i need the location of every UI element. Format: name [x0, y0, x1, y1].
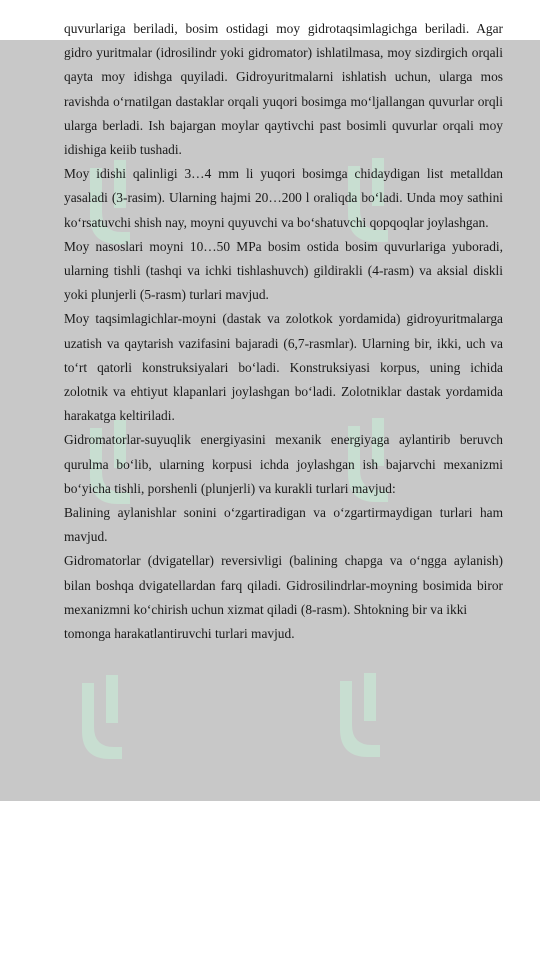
- paragraph: Moy nasoslari moyni 10…50 MPa bosim ostida bosim quvurlariga yuboradi, ularning tishli (tashqi va ichki tishlashuvch) gildirakli (4-rasm) va aksial diskli yoki plunjerli (5-rasm) turlari mavjud.: [64, 238, 503, 303]
- watermark-logo: [334, 673, 394, 768]
- paragraph: quvurlariga beriladi, bosim ostidagi moy gidrotaqsimlagichga beriladi. Agar gidro yuritmalar (idrosilindr yoki gidromator) ishlatilmasa, moy sizdirgich orqali qayta moy idishga quyiladi. Gidroyuritmalarni ishlatish uchun, ularga mos ravishda o‘rnatilgan dastaklar orqali yuqori bosimga mo‘ljallangan quvurlar orqli ularga berladi. Ish bajargan moylar qaytivchi past bosimli quvurlar orqali moy idishiga keiib tushadi.: [64, 21, 503, 158]
- paragraph: tomonga harakatlantiruvchi turlari mavjud.: [64, 626, 295, 642]
- paragraph: Gidromatorlar (dvigatellar) reversivligi (balining chapga va o‘ngga aylanish) bilan boshqa dvigatellardan farq qiladi. Gidrosilindrlar-moyning bosimida biror mexanizmni ko‘chirish uchun xizmat qiladi (8-rasm). Shtokning bir va ikki: [64, 553, 503, 617]
- paragraph: Moy idishi qalinligi 3…4 mm li yuqori bosimga chidaydigan list metalldan yasaladi (3-rasim). Ularning hajmi 20…200 l oraliqda bo‘ladi. Unda moy sathini ko‘rsatuvchi shish nay, moyni quyuvchi va bo‘shatuvchi qopqoqlar joylashgan.: [64, 166, 503, 230]
- paragraph: Balining aylanishlar sonini o‘zgartiradigan va o‘zgartirmaydigan turlari ham mavjud.: [64, 505, 503, 545]
- document-body: [64, 17, 503, 646]
- watermark-logo: [76, 675, 136, 770]
- paragraph: Moy taqsimlagichlar-moyni (dastak va zolotkok yordamida) gidroyuritmalarga uzatish va qaytarish vazifasini bajaradi (6,7-rasmlar). Ularning bir, ikki, uch va to‘rt qatorli konstruksiyalari bo‘ladi. Konstruksiyasi korpus, uning ichida zolotnik va ehtiyut klapanlari joylashgan bo‘ladi. Zolotniklar dastak yordamida harakatga keltiriladi.: [64, 311, 503, 424]
- paragraph: Gidromatorlar-suyuqlik energiyasini mexanik energiyaga aylantirib beruvch qurulma bo‘lib, ularning korpusi ichda joylashgan ish bajarvchi mexanizmi bo‘yicha tishli, porshenli (plunjerli) va kurakli turlari mavjud:: [64, 432, 503, 496]
